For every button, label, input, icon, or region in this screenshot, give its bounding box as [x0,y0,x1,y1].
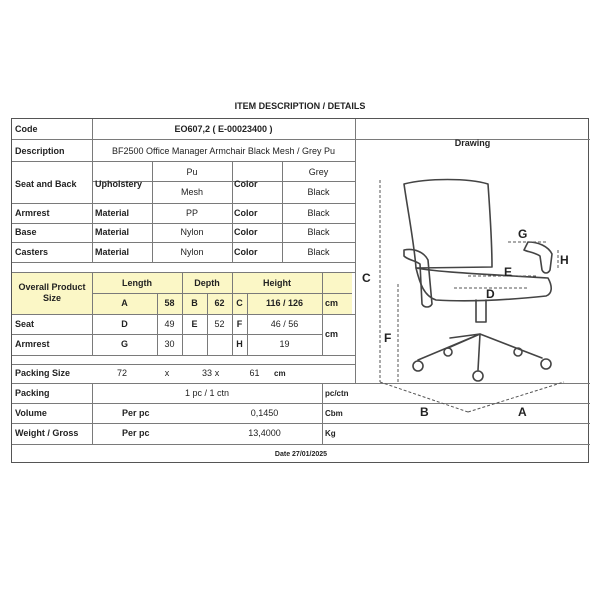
dim-h-letter: H [236,339,243,349]
casters-label: Casters [15,247,49,257]
casters-color: Black [307,247,330,257]
seat-back-material-1: Pu [186,167,198,177]
drawing-letter-g: G [518,227,528,241]
chair-drawing [358,172,570,422]
armrest-label: Armrest [15,208,50,218]
dim-c-letter: C [236,298,243,308]
volume-unit: Cbm [325,409,343,418]
armrest-color-label: Color [234,208,258,218]
code-value: EO607,2 ( E-00023400 ) [174,124,273,134]
volume-label: Volume [15,408,47,418]
caster-1 [413,361,423,371]
drawing-letter-h: H [560,253,569,267]
description-value: BF2500 Office Manager Armchair Black Mesh / Grey Pu [112,146,335,156]
packing-size-sep-2: x [214,368,220,378]
armrest-material-label: Material [95,208,130,218]
dim-d-value: 49 [164,319,175,329]
chair-armrest-left [404,249,432,307]
armrest-dims-label: Armrest [15,339,50,349]
description-label: Description [15,146,65,156]
overall-size-label: Overall Product Size [18,282,86,303]
page-title: ITEM DESCRIPTION / DETAILS [234,101,366,111]
drawing-letter-a: A [518,405,527,419]
caster-3 [473,371,483,381]
dim-line-a [468,382,564,412]
chair-seat [416,268,551,301]
date-label: Date 27/01/2025 [274,451,328,458]
length-header: Length [122,278,152,288]
base-label: Base [15,227,37,237]
dim-f-value: 46 / 56 [270,319,299,329]
packing-label: Packing [15,388,50,398]
dim-g-letter: G [120,339,128,349]
packing-size-label: Packing Size [15,368,71,378]
weight-label: Weight / Gross [15,428,79,438]
chair-backrest [404,180,492,269]
packing-size-sep-1: x [164,368,170,378]
dim-f-letter: F [236,319,243,329]
dim-e-letter: E [191,319,198,329]
armrest-color: Black [307,208,330,218]
base-material: Nylon [180,227,204,237]
casters-material-label: Material [95,247,130,257]
caster-5 [541,359,551,369]
upholstery-label: Upholstery [95,179,143,189]
casters-color-label: Color [234,247,258,257]
drawing-letter-e: E [504,265,513,279]
base-color: Black [307,227,330,237]
packing-value: 1 pc / 1 ctn [184,388,230,398]
drawing-letter-f: F [384,331,392,345]
packing-unit: pc/ctn [325,389,349,398]
casters-material: Nylon [180,247,204,257]
drawing-letter-d: D [486,287,495,301]
seat-back-label: Seat and Back [15,179,77,189]
dim-unit: cm [325,298,339,308]
dim-d-letter: D [121,319,128,329]
drawing-letter-b: B [420,405,429,419]
height-header: Height [263,278,291,288]
dim-unit-2: cm [325,329,339,339]
dim-a-letter: A [121,298,128,308]
weight-value: 13,4000 [248,428,281,438]
weight-per: Per pc [122,428,150,438]
caster-2 [444,348,452,356]
base-material-label: Material [95,227,130,237]
code-label: Code [15,124,38,134]
volume-value: 0,1450 [250,408,279,418]
dim-a-value: 58 [164,298,175,308]
dim-b-value: 62 [214,298,225,308]
seat-back-material-2: Mesh [180,187,203,197]
weight-unit: Kg [325,429,336,438]
drawing-letter-c: C [362,271,371,285]
seat-back-color-2: Black [307,187,330,197]
dim-g-value: 30 [164,339,175,349]
dim-c-value: 116 / 126 [265,298,304,308]
drawing-label: Drawing [454,138,491,148]
packing-size-x: 72 [116,368,127,378]
dim-b-letter: B [191,298,198,308]
seat-dims-label: Seat [15,319,35,329]
base-color-label: Color [234,227,258,237]
packing-size-z: 61 [249,368,260,378]
depth-header: Depth [194,278,220,288]
dim-e-value: 52 [214,319,225,329]
armrest-material: PP [185,208,198,218]
dim-h-value: 19 [279,339,290,349]
volume-per: Per pc [122,408,150,418]
chair-armrest-right [524,242,552,273]
packing-size-y: 33 [201,368,212,378]
packing-size-unit: cm [274,369,286,378]
seat-back-color-label: Color [234,179,258,189]
chair-gas-lift [476,300,486,322]
chair-base [418,334,542,370]
seat-back-color-1: Grey [308,167,329,177]
